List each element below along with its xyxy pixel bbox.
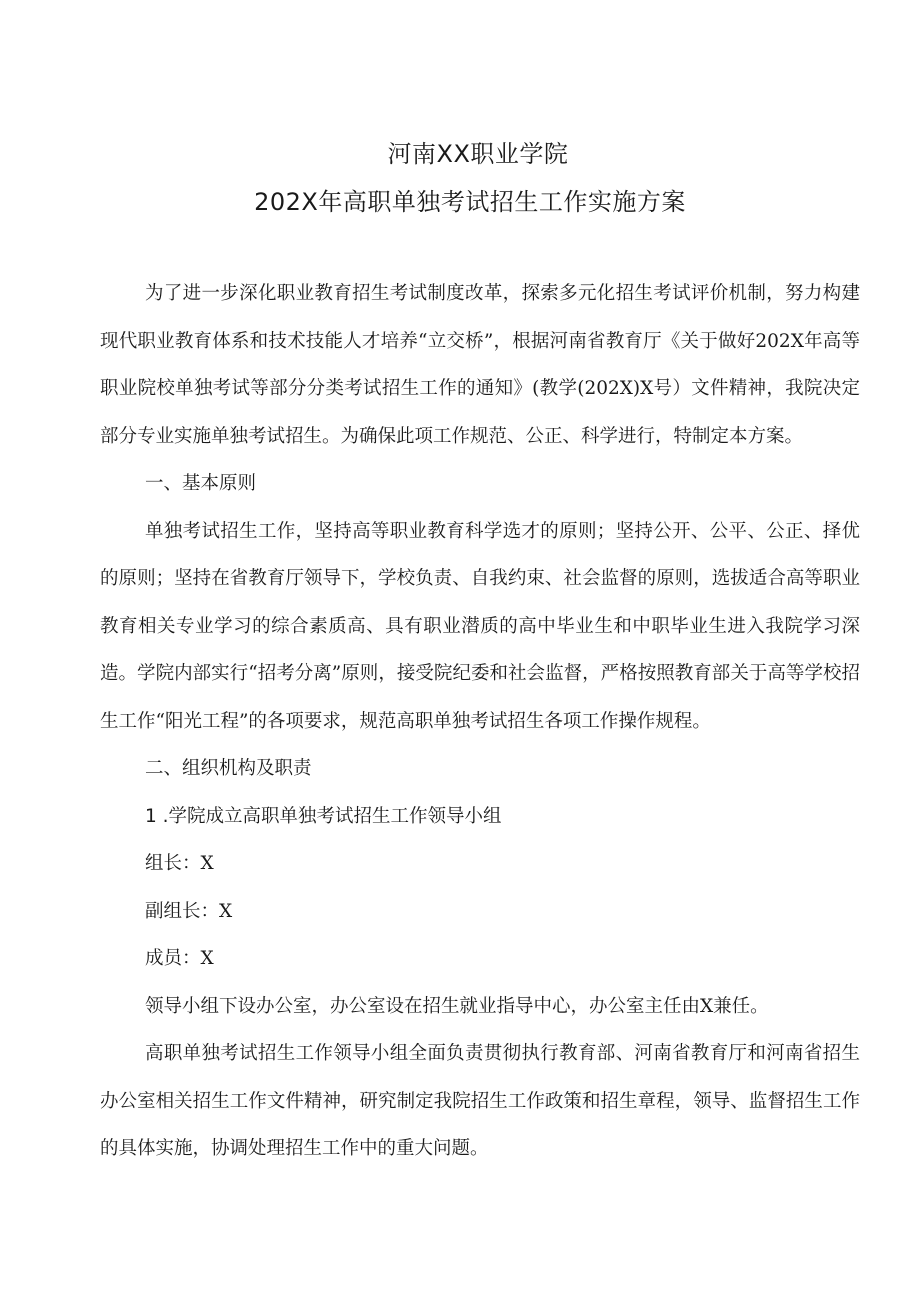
intro-paragraph: 为了进一步深化职业教育招生考试制度改革，探索多元化招生考试评价机制，努力构建现代职业教育体系和技术技能人才培养“立交桥”，根据河南省教育厅《关于做好202X年高等职业院校单独考试等部分分类考试招生工作的通知》(教学(202X)X号）文件精神，我院决定部分专业实施单独考试招生。为确保此项工作规范、公正、科学进行，特制定本方案。 <box>100 283 860 447</box>
deputy-leader-line: 副组长：X <box>145 900 233 922</box>
leader-line: 组长：X <box>145 853 214 874</box>
title-institution: 河南XX职业学院 <box>387 140 569 168</box>
document-body <box>100 270 860 1173</box>
duties-paragraph: 高职单独考试招生工作领导小组全面负责贯彻执行教育部、河南省教育厅和河南省招生办公室相关招生工作文件精神，研究制定我院招生工作政策和招生章程，领导、监督招生工作的具体实施，协调处理招生工作中的重大问题。 <box>100 1043 860 1159</box>
members-line: 成员：X <box>145 948 214 969</box>
list-item-leading-group: 1 .学院成立高职单独考试招生工作领导小组 <box>145 805 502 827</box>
section-heading-principles: 一、基本原则 <box>145 473 257 494</box>
office-line: 领导小组下设办公室，办公室设在招生就业指导中心，办公室主任由X兼任。 <box>145 995 769 1017</box>
section-heading-organization: 二、组织机构及职责 <box>145 758 312 779</box>
principles-paragraph: 单独考试招生工作，坚持高等职业教育科学选才的原则；坚持公开、公平、公正、择优的原则；坚持在省教育厅领导下，学校负责、自我约束、社会监督的原则，选拔适合高等职业教育相关专业学习的综合素质高、具有职业潜质的高中毕业生和中职毕业生进入我院学习深造。学院内部实行“招考分离”原则，接受院纪委和社会监督，严格按照教育部关于高等学校招生工作“阳光工程”的各项要求，规范高职单独考试招生各项工作操作规程。 <box>100 520 860 732</box>
title-plan: 202X年高职单独考试招生工作实施方案 <box>254 188 686 216</box>
document-title <box>0 130 920 226</box>
